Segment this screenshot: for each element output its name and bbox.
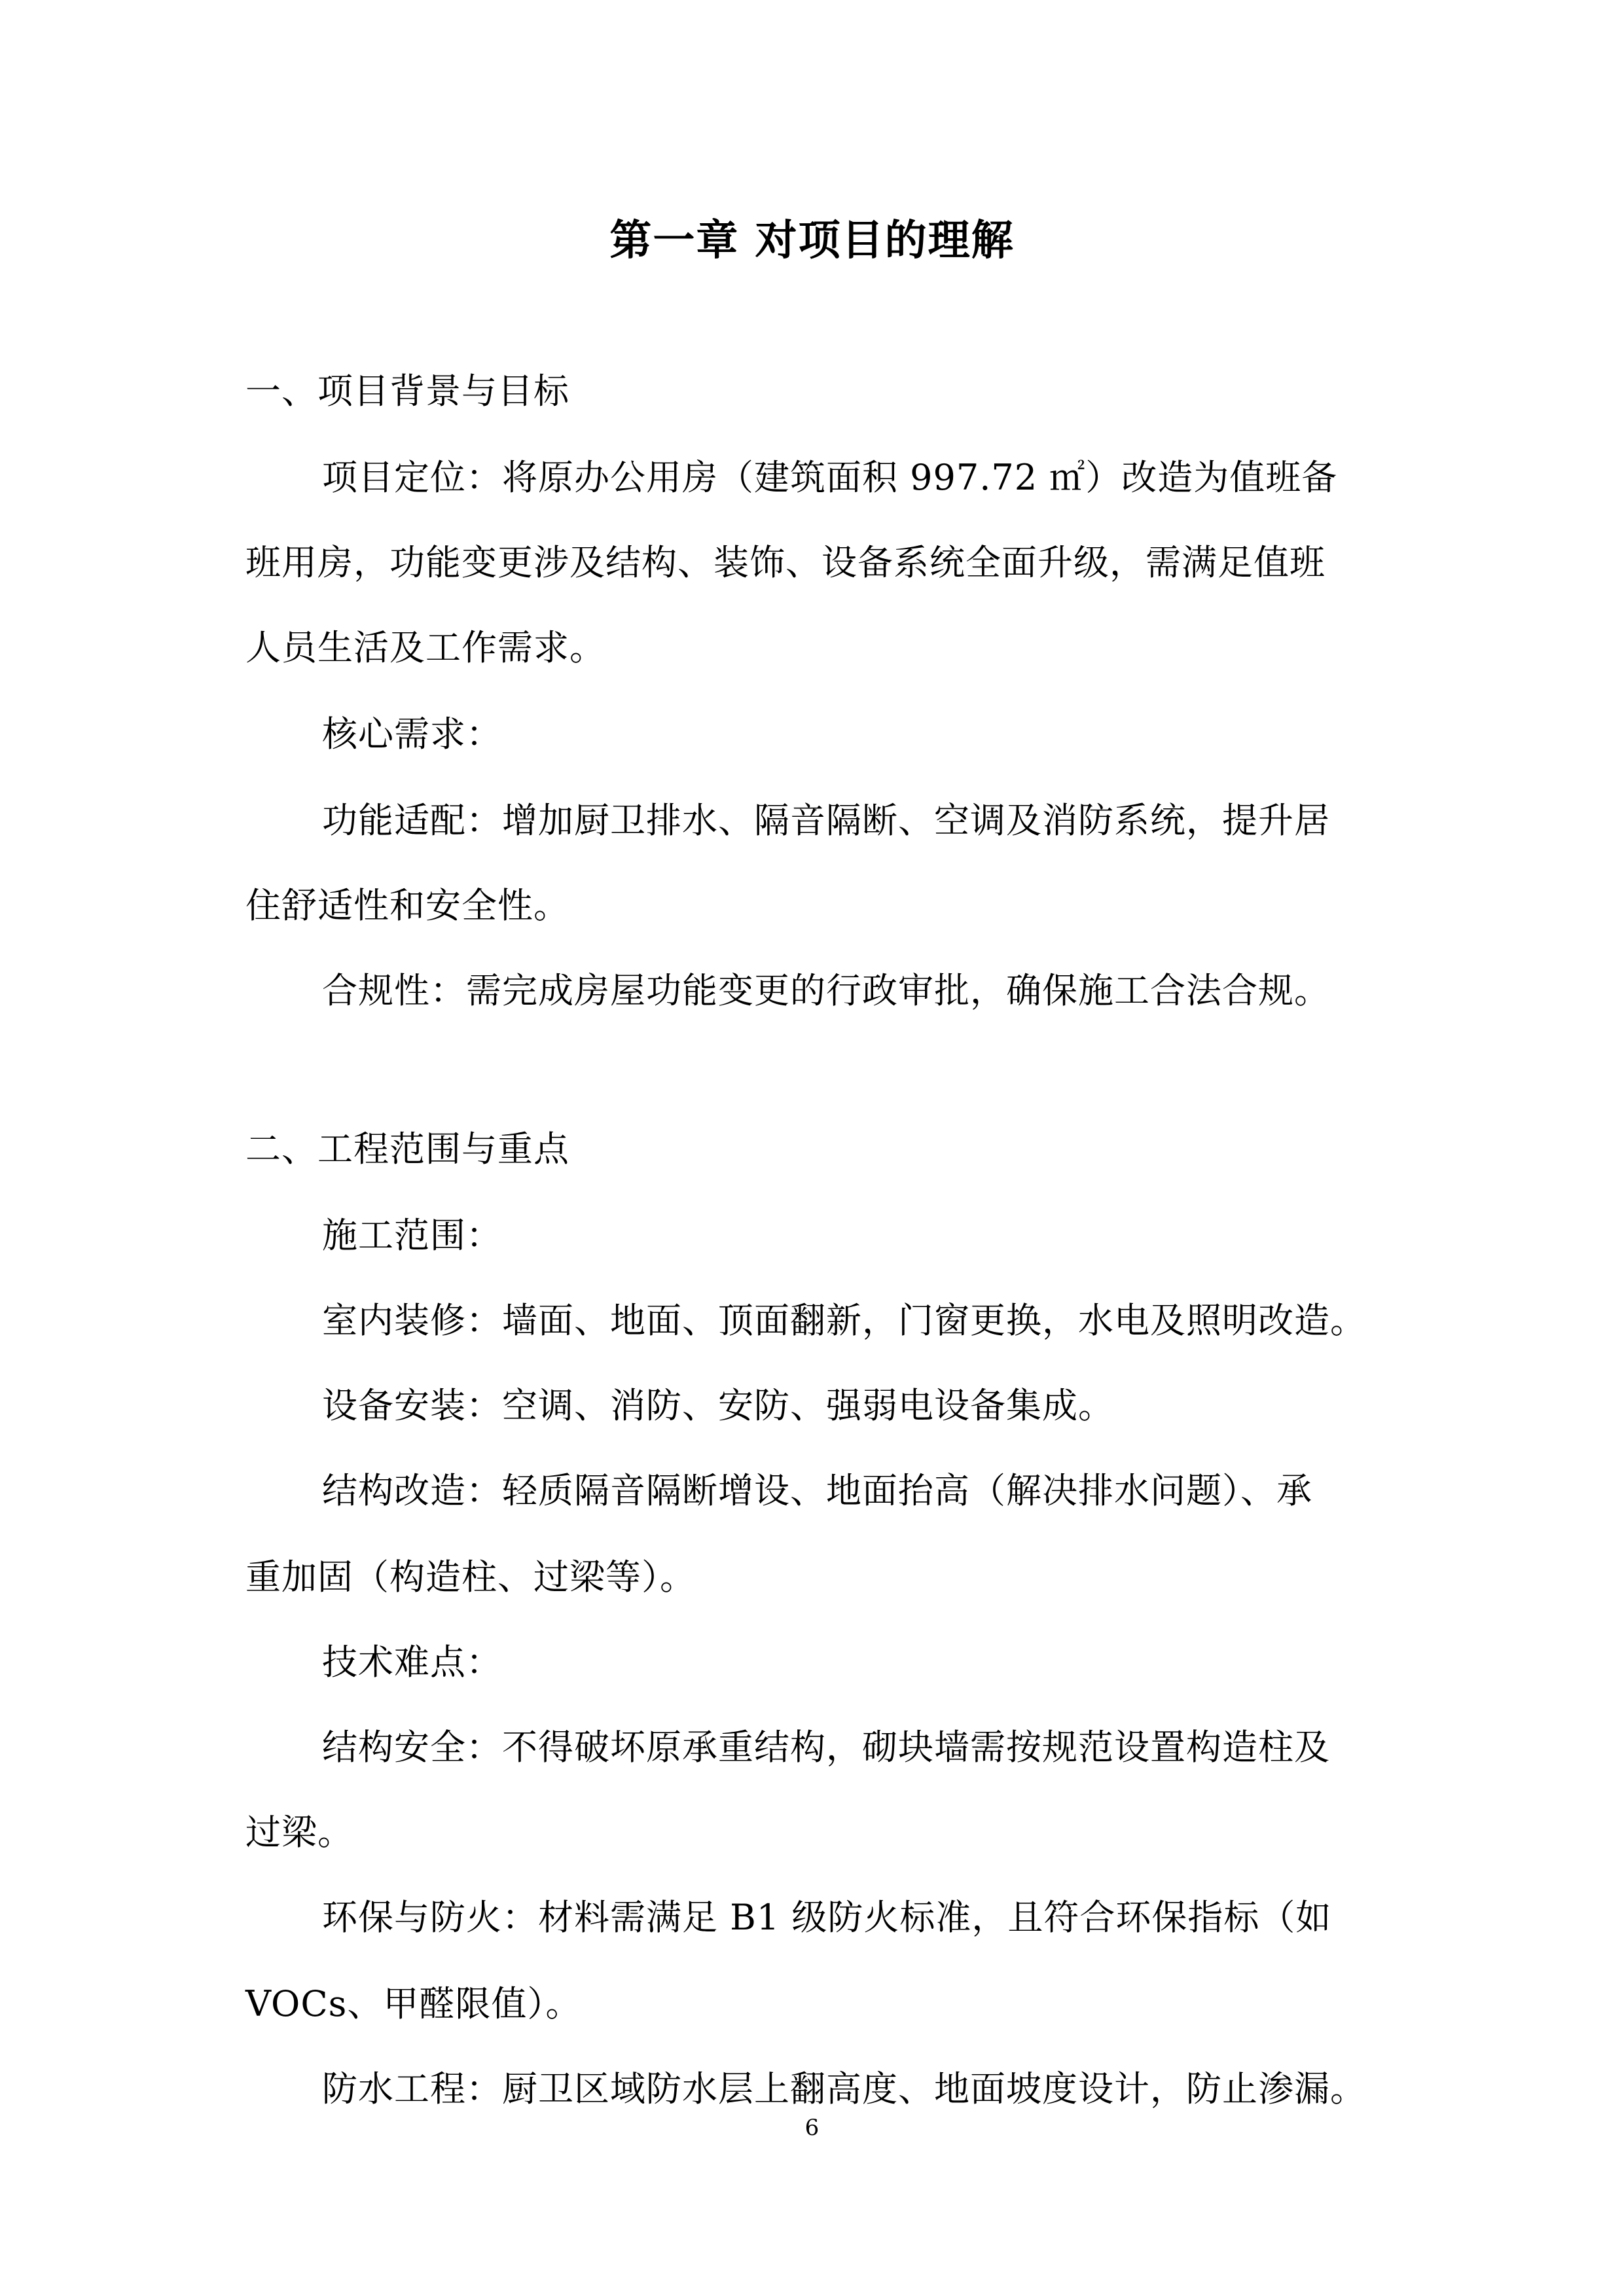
paragraph-functional-fit-line-1: 功能适配：增加厨卫排水、隔音隔断、空调及消防系统，提升居 — [322, 800, 1330, 841]
label-core-requirements: 核心需求： — [322, 713, 502, 755]
paragraph-functional-fit-line-2: 住舒适性和安全性。 — [245, 885, 569, 926]
paragraph-compliance: 合规性：需完成房屋功能变更的行政审批，确保施工合法合规。 — [322, 970, 1330, 1011]
label-technical-difficulties: 技术难点： — [322, 1641, 502, 1683]
page-number: 6 — [804, 2115, 820, 2141]
paragraph-structural-safety-line-1: 结构安全：不得破坏原承重结构，砌块墙需按规范设置构造柱及 — [322, 1727, 1330, 1768]
paragraph-project-positioning-line-3: 人员生活及工作需求。 — [245, 627, 605, 668]
paragraph-environment-fire-line-1: 环保与防火：材料需满足 B1 级防火标准，且符合环保指标（如 — [322, 1897, 1332, 1938]
paragraph-interior-decoration: 室内装修：墙面、地面、顶面翻新，门窗更换，水电及照明改造。 — [322, 1300, 1366, 1341]
paragraph-project-positioning-line-2: 班用房，功能变更涉及结构、装饰、设备系统全面升级，需满足值班 — [245, 542, 1326, 583]
chapter-title: 第一章 对项目的理解 — [609, 216, 1015, 265]
paragraph-waterproofing: 防水工程：厨卫区域防水层上翻高度、地面坡度设计，防止渗漏。 — [322, 2068, 1366, 2109]
section-heading-background-goals: 一、项目背景与目标 — [245, 370, 569, 412]
paragraph-project-positioning-line-1: 项目定位：将原办公用房（建筑面积 997.72 ㎡）改造为值班备 — [322, 457, 1338, 498]
paragraph-structural-renovation-line-1: 结构改造：轻质隔音隔断增设、地面抬高（解决排水问题）、承 — [322, 1470, 1312, 1511]
paragraph-equipment-installation: 设备安装：空调、消防、安防、强弱电设备集成。 — [322, 1385, 1114, 1426]
paragraph-structural-safety-line-2: 过梁。 — [245, 1812, 353, 1853]
label-construction-scope: 施工范围： — [322, 1215, 502, 1256]
section-heading-scope-focus: 二、工程范围与重点 — [245, 1128, 569, 1170]
paragraph-structural-renovation-line-2: 重加固（构造柱、过梁等）。 — [245, 1556, 696, 1598]
paragraph-environment-fire-line-2: VOCs、甲醛限值）。 — [245, 1983, 582, 2024]
